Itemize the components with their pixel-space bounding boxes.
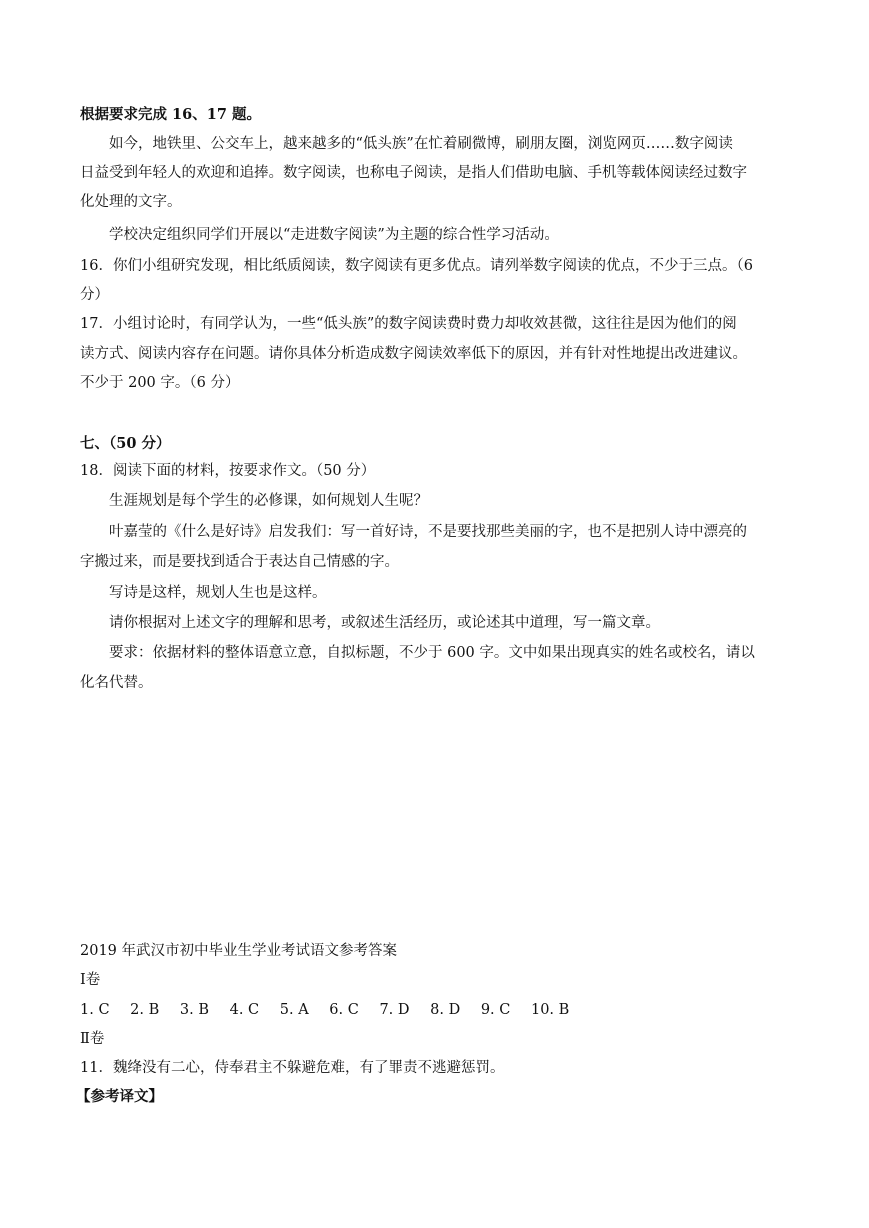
intro-paragraph-line: 日益受到年轻人的欢迎和追捧。数字阅读，也称电子阅读，是指人们借助电脑、手机等载体阅读经过数字 — [80, 165, 747, 181]
choice-answer: 2. B — [130, 1002, 160, 1018]
requirements-line: 要求：依据材料的整体语意立意，自拟标题，不少于 600 字。文中如果出现真实的姓名或校名，请以 — [109, 645, 755, 661]
intro-paragraph-line: 如今，地铁里、公交车上，越来越多的“低头族”在忙着刷微博，刷朋友圈，浏览网页……数字阅读 — [109, 136, 733, 152]
question-17-line: 读方式、阅读内容存在问题。请你具体分析造成数字阅读效率低下的原因，并有针对性地提出改进建议。 — [80, 346, 747, 362]
section-16-17-heading: 根据要求完成 16、17 题。 — [80, 106, 261, 123]
material-paragraph: 生涯规划是每个学生的必修课，如何规划人生呢？ — [109, 493, 428, 509]
answers-title: 2019 年武汉市初中毕业生学业考试语文参考答案 — [80, 943, 398, 959]
intro-paragraph-2: 学校决定组织同学们开展以“走进数字阅读”为主题的综合性学习活动。 — [109, 227, 559, 243]
material-paragraph-line: 叶嘉莹的《什么是好诗》启发我们：写一首好诗，不是要找那些美丽的字，也不是把别人诗中漂亮的 — [109, 524, 747, 540]
answer-11: 11．魏绛没有二心，侍奉君主不躲避危难，有了罪责不逃避惩罚。 — [80, 1060, 505, 1076]
material-paragraph: 写诗是这样，规划人生也是这样。 — [109, 585, 327, 601]
question-17-line: 不少于 200 字。（6 分） — [80, 375, 240, 391]
question-18: 18．阅读下面的材料，按要求作文。（50 分） — [80, 463, 376, 479]
choice-answer: 5. A — [279, 1002, 309, 1018]
answers-part-1: Ⅰ卷 — [80, 972, 101, 988]
intro-paragraph-line: 化处理的文字。 — [80, 194, 182, 210]
question-17-line: 17．小组讨论时，有同学认为，一些“低头族”的数字阅读费时费力却收效甚微，这往往是因为他们的阅 — [80, 316, 737, 332]
section-7-heading: 七、（50 分） — [80, 435, 171, 452]
question-16-line: 16．你们小组研究发现，相比纸质阅读，数字阅读有更多优点。请列举数字阅读的优点，不少于三点。（6 — [80, 258, 753, 274]
requirements-line: 化名代替。 — [80, 675, 153, 691]
material-paragraph: 请你根据对上述文字的理解和思考，或叙述生活经历，或论述其中道理，写一篇文章。 — [109, 615, 660, 631]
material-paragraph-line: 字搬过来，而是要找到适合于表达自己情感的字。 — [80, 554, 399, 570]
choice-answer: 7. D — [379, 1002, 410, 1018]
translation-heading: 【参考译文】 — [76, 1088, 163, 1105]
choice-answers-row — [80, 1000, 790, 1022]
question-16-line: 分） — [80, 287, 109, 303]
choice-answer: 9. C — [480, 1002, 511, 1018]
choice-answer: 4. C — [229, 1002, 260, 1018]
choice-answer: 8. D — [430, 1002, 461, 1018]
choice-answer: 6. C — [329, 1002, 359, 1018]
choice-answer: 3. B — [179, 1002, 209, 1018]
choice-answer: 10. B — [530, 1002, 570, 1018]
choice-answer: 1. C — [80, 1002, 110, 1018]
answers-part-2: Ⅱ卷 — [80, 1031, 105, 1047]
